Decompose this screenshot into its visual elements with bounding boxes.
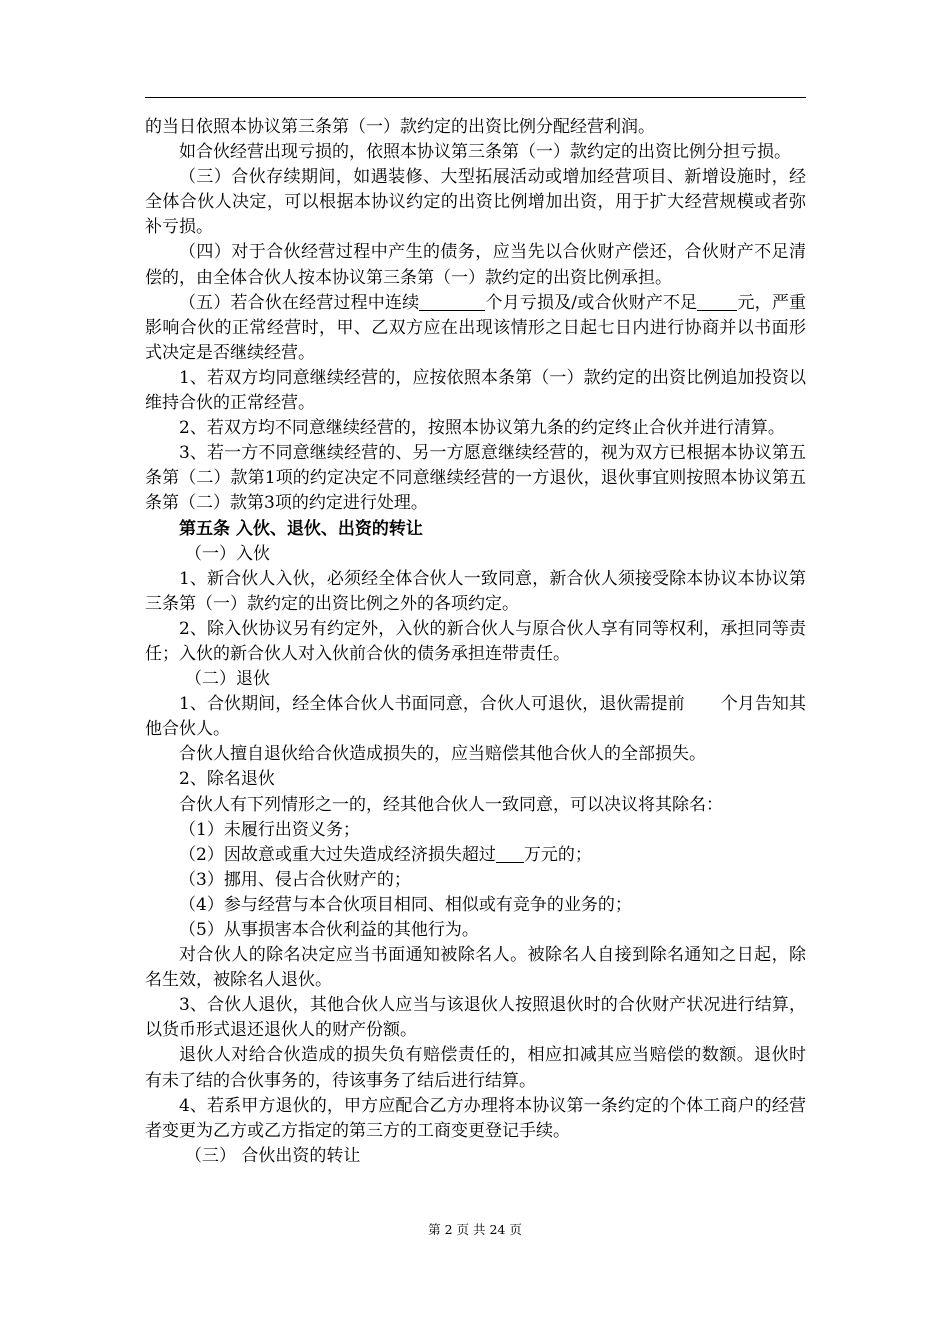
- paragraph: 4、若系甲方退伙的，甲方应配合乙方办理将本协议第一条约定的个体工商户的经营者变更为乙方或乙方指定的第三方的工商变更登记手续。: [145, 1095, 806, 1141]
- paragraph: 1、若双方均同意继续经营的，应按依照本条第（一）款约定的出资比例追加投资以维持合伙的正常经营。: [145, 367, 806, 414]
- paragraph: 1、新合伙人入伙，必须经全体合伙人一致同意，新合伙人须接受除本协议本协议第三条第（一）款约定的出资比例之外的各项约定。: [145, 568, 806, 614]
- section-heading: 第五条 入伙、退伙、出资的转让: [179, 518, 423, 539]
- paragraph: 2、除名退伙: [179, 769, 275, 790]
- paragraph: 合伙人有下列情形之一的，经其他合伙人一致同意，可以决议将其除名：: [179, 794, 723, 815]
- paragraph: [145, 692, 806, 742]
- paragraph: 如合伙经营出现亏损的，依照本协议第三条第（一）款约定的出资比例分担亏损。: [179, 142, 791, 163]
- text-run: 元，严重影响合伙的正常经营时，甲、乙双方应在出现该情形之日起七日内进行协商并以书面形式决定是否继续经营。: [145, 292, 807, 363]
- paragraph: 合伙人擅自退伙给合伙造成损失的，应当赔偿其他合伙人的全部损失。: [179, 744, 706, 765]
- paragraph: [145, 291, 806, 366]
- text-run: （2）因故意或重大过失造成经济损失超过: [179, 844, 496, 865]
- list-item: （5）从事损害本合伙利益的其他行为。: [179, 920, 479, 940]
- text-run: 个月告知其他合伙人。: [145, 694, 806, 740]
- paragraph: 3、若一方不同意继续经营的、另一方愿意继续经营的，视为双方已根据本协议第五条第（二）款第1项的约定决定不同意继续经营的一方退伙，退伙事宜则按照本协议第五条第（二）款第3项的约定进行处理。: [145, 443, 806, 514]
- subsection-heading: （二）退伙: [185, 669, 270, 690]
- text-run: 个月亏损及/或合伙财产不足: [485, 292, 698, 313]
- paragraph: 的当日依照本协议第三条第（一）款约定的出资比例分配经营利润。: [145, 117, 655, 137]
- list-item: （1）未履行出资义务；: [179, 819, 360, 840]
- paragraph: 2、若双方均不同意继续经营的，按照本协议第九条的约定终止合伙并进行清算。: [179, 418, 785, 439]
- document-body: [145, 115, 806, 1169]
- paragraph: （三）合伙存续期间，如遇装修、大型拓展活动或增加经营项目、新增设施时，经全体合伙人决定，可以根据本协议约定的出资比例增加出资，用于扩大经营规模或者弥补亏损。: [145, 167, 806, 238]
- list-item: [145, 843, 806, 868]
- subsection-heading: （一）入伙: [185, 543, 270, 564]
- fill-blank: [419, 292, 485, 311]
- text-run: 万元的；: [523, 844, 592, 865]
- fill-blank: [697, 292, 737, 311]
- page-number-footer: 第 2 页 共 24 页: [428, 1222, 522, 1237]
- subsection-heading: （三） 合伙出资的转让: [185, 1145, 361, 1166]
- list-item: （4）参与经营与本合伙项目相同、相似或有竞争的业务的；: [179, 894, 632, 915]
- list-item: （3）挪用、侵占合伙财产的；: [179, 869, 411, 890]
- paragraph: 3、合伙人退伙，其他合伙人应当与该退伙人按照退伙时的合伙财产状况进行结算，以货币形式退还退伙人的财产份额。: [145, 995, 806, 1041]
- text-run: （五）若合伙在经营过程中连续: [179, 292, 420, 313]
- paragraph: 对合伙人的除名决定应当书面通知被除名人。被除名人自接到除名通知之日起，除名生效，被除名人退伙。: [145, 945, 806, 991]
- paragraph: 2、除入伙协议另有约定外，入伙的新合伙人与原合伙人享有同等权利，承担同等责任；入伙的新合伙人对入伙前合伙的债务承担连带责任。: [145, 618, 806, 664]
- header-rule: [145, 97, 806, 98]
- text-run: 1、合伙期间，经全体合伙人书面同意，合伙人可退伙，退伙需提前: [179, 694, 685, 715]
- paragraph: 退伙人对给合伙造成的损失负有赔偿责任的，相应扣减其应当赔偿的数额。退伙时有未了结的合伙事务的，待该事务了结后进行结算。: [145, 1045, 806, 1091]
- fill-blank: [496, 844, 524, 863]
- paragraph: （四）对于合伙经营过程中产生的债务，应当先以合伙财产偿还，合伙财产不足清偿的，由全体合伙人按本协议第三条第（一）款约定的出资比例承担。: [145, 242, 806, 288]
